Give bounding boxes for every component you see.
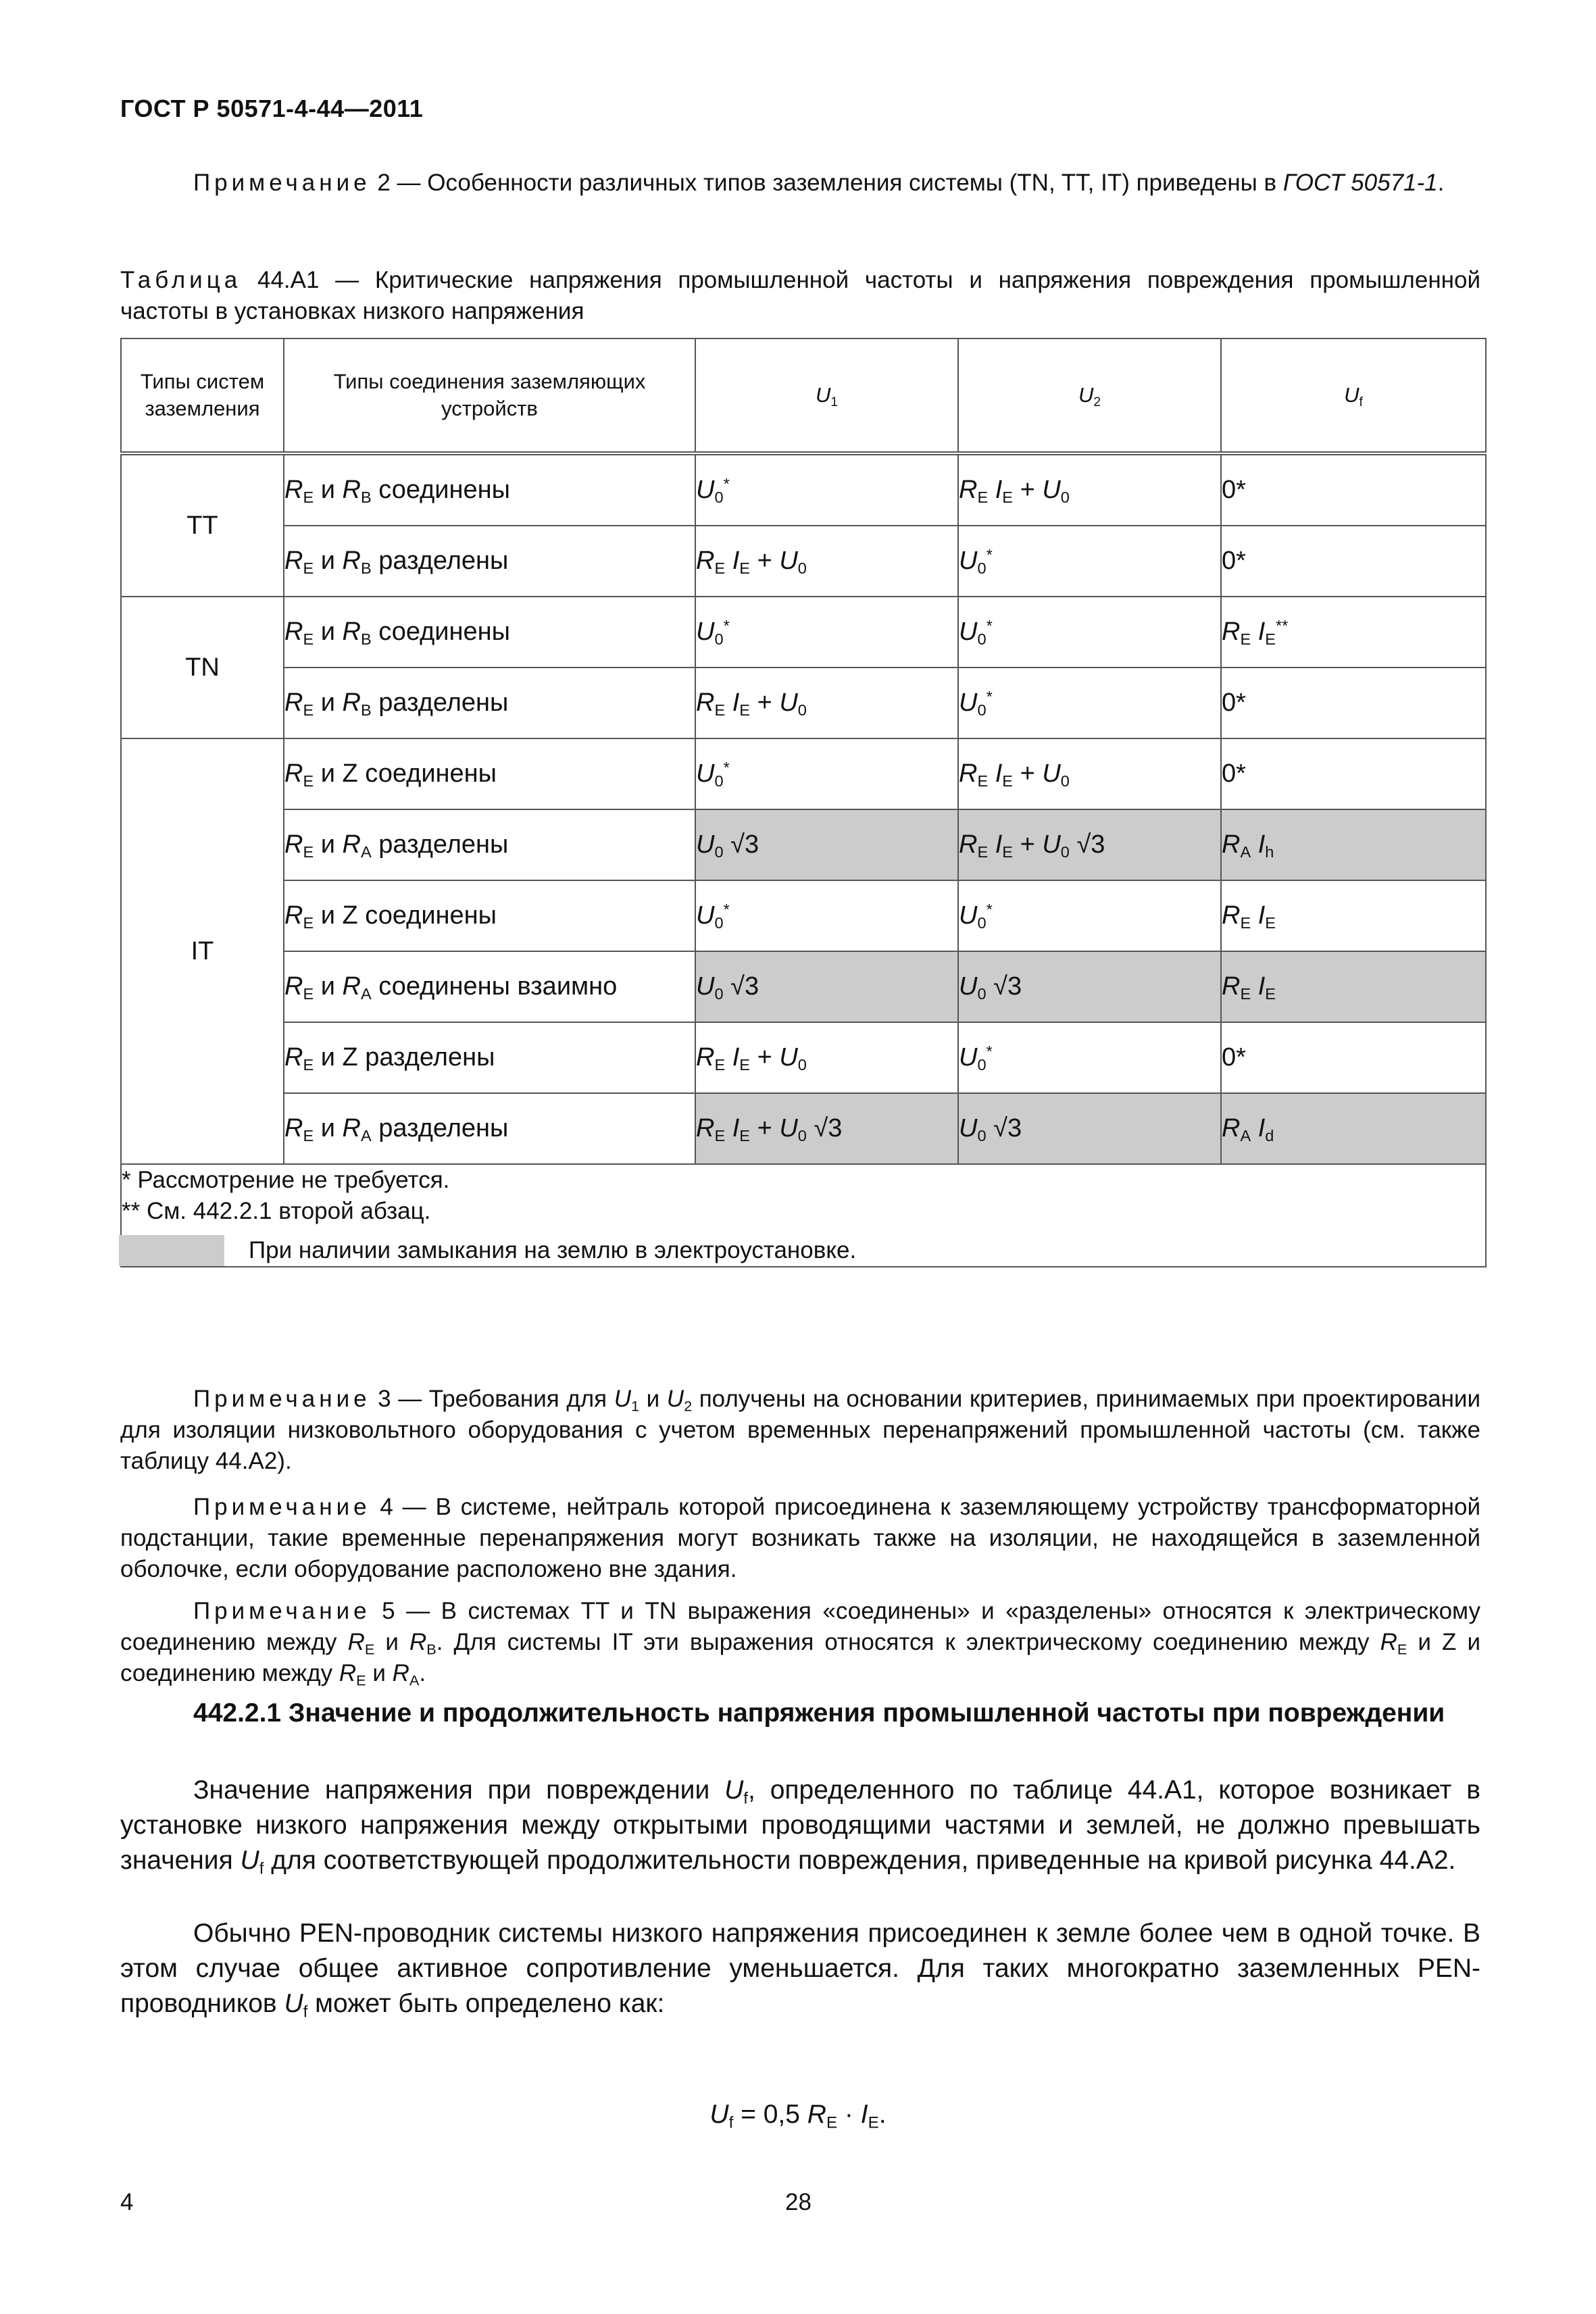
system-tn: TN xyxy=(121,597,284,738)
u1-cell: $U_0$ √3 xyxy=(695,951,958,1022)
connection-cell: $R_E$ и $R_B$ разделены xyxy=(284,668,695,738)
u2-cell: $U_0^*$ xyxy=(958,526,1221,597)
connection-cell: $R_E$ и $R_A$ разделены xyxy=(284,1093,695,1164)
shade-swatch xyxy=(119,1235,224,1266)
u1-cell: $U_0^*$ xyxy=(695,880,958,951)
table-footnotes-row xyxy=(121,1164,1486,1267)
header-earthing-types: Типы систем заземления xyxy=(121,338,284,453)
table-row xyxy=(121,453,1486,526)
note-4: Примечание 4 — В системе, нейтраль которой присоединена к заземляющему устройству трансформаторной подстанции, такие временные перенапряжения могут возникать также на изоляции, не находящейся в заземленной оболочке, если оборудование расположено вне здания. xyxy=(120,1494,1480,1582)
connection-cell: $R_E$ и $R_B$ разделены xyxy=(284,526,695,597)
u2-cell: $U_0^*$ xyxy=(958,668,1221,738)
u2-cell: $U_0$ √3 xyxy=(958,1093,1221,1164)
system-tt: TT xyxy=(121,453,284,597)
table-row xyxy=(121,809,1486,880)
header-u1: $U_1$ xyxy=(695,338,958,453)
header-uf: $U_f$ xyxy=(1221,338,1486,453)
connection-cell: $R_E$ и Z соединены xyxy=(284,880,695,951)
paragraph-1: Значение напряжения при повреждении $U_f$, определенного по таблице 44.A1, которое возникает в установке низкого напряжения между открытыми проводящими частями и землей, не должно превышать значения $U_f$ для соответствующей продолжительности повреждения, приведенные на кривой рисунка 44.A2. xyxy=(120,1776,1481,1878)
table-header-row xyxy=(121,338,1486,453)
u1-cell: $R_E$ $I_E + U_0$ √3 xyxy=(695,1093,958,1164)
legend-row xyxy=(122,1235,1485,1266)
footnote-1: * Рассмотрение не требуется. xyxy=(122,1167,450,1193)
connection-cell: $R_E$ и $R_B$ соединены xyxy=(284,453,695,526)
uf-cell: 0* xyxy=(1221,668,1486,738)
table-row xyxy=(121,1093,1486,1164)
connection-cell: $R_E$ и $R_B$ соединены xyxy=(284,597,695,668)
voltage-table xyxy=(120,338,1487,1267)
connection-cell: $R_E$ и Z соединены xyxy=(284,738,695,809)
table-row xyxy=(121,738,1486,809)
u2-cell: $U_0^*$ xyxy=(958,880,1221,951)
u1-cell: $U_0^*$ xyxy=(695,453,958,526)
page-number-left: 4 xyxy=(120,2189,134,2215)
connection-cell: $R_E$ и Z разделены xyxy=(284,1022,695,1093)
uf-cell: $R_A$ $I_d$ xyxy=(1221,1093,1486,1164)
header-u2: $U_2$ xyxy=(958,338,1221,453)
u2-cell: $R_E$ $I_E + U_0$ √3 xyxy=(958,809,1221,880)
table-row xyxy=(121,597,1486,668)
page-number-center: 28 xyxy=(785,2189,812,2215)
note-3: Примечание 3 — Требования для $U_1$ и $U_2$ получены на основании критериев, принимаемых при проектировании для изоляции низковольтного оборудования с учетом временных перенапряжений промышленной частоты (см. также таблицу 44.A2). xyxy=(120,1386,1480,1474)
uf-cell: 0* xyxy=(1221,738,1486,809)
u1-cell: $U_0$ √3 xyxy=(695,809,958,880)
formula: $U_f = 0,5$ $R_E \cdot I_E$. xyxy=(709,2100,887,2132)
u1-cell: $R_E$ $I_E + U_0$ xyxy=(695,668,958,738)
u1-cell: $R_E$ $I_E + U_0$ xyxy=(695,1022,958,1093)
u1-cell: $U_0^*$ xyxy=(695,738,958,809)
table-row xyxy=(121,880,1486,951)
u1-cell: $R_E$ $I_E + U_0$ xyxy=(695,526,958,597)
uf-cell: $R_E$ $I_E$ xyxy=(1221,951,1486,1022)
connection-cell: $R_E$ и $R_A$ соединены взаимно xyxy=(284,951,695,1022)
table-row xyxy=(121,951,1486,1022)
uf-cell: $R_E$ $I_E$ xyxy=(1221,880,1486,951)
note-2: Примечание 2 — Особенности различных типов заземления системы (TN, TT, IT) приведены в ГОСТ 50571-1. xyxy=(193,170,1445,196)
section-heading: 442.2.1 Значение и продолжительность напряжения промышленной частоты при повреждении xyxy=(193,1699,1445,1728)
u1-cell: $U_0^*$ xyxy=(695,597,958,668)
table-row xyxy=(121,668,1486,738)
uf-cell: 0* xyxy=(1221,526,1486,597)
document-header: ГОСТ Р 50571-4-44—2011 xyxy=(120,95,424,122)
note-5: Примечание 5 — В системах TT и TN выражения «соединены» и «разделены» относятся к электрическому соединению между $R_E$ и $R_B$. Для системы IT эти выражения относятся к электрическому соединению между $R_E$ и Z и соединению между $R_E$ и $R_A$. xyxy=(120,1598,1480,1689)
paragraph-2: Обычно PEN-проводник системы низкого напряжения присоединен к земле более чем в одной точке. В этом случае общее активное сопротивление уменьшается. Для таких многократно заземленных PEN-проводников $U_f$ может быть определено как: xyxy=(120,1919,1480,2021)
table-caption: Таблица 44.A1 — Критические напряжения промышленной частоты и напряжения повреждения промышленной частоты в установках низкого напряжения xyxy=(120,267,1480,324)
footnote-2: ** См. 442.2.1 второй абзац. xyxy=(122,1198,431,1224)
table-row xyxy=(121,526,1486,597)
uf-cell: $R_E$ $I_E^{**}$ xyxy=(1221,597,1486,668)
u2-cell: $U_0$ √3 xyxy=(958,951,1221,1022)
u2-cell: $U_0^*$ xyxy=(958,1022,1221,1093)
connection-cell: $R_E$ и $R_A$ разделены xyxy=(284,809,695,880)
uf-cell: 0* xyxy=(1221,1022,1486,1093)
uf-cell: 0* xyxy=(1221,453,1486,526)
uf-cell: $R_A$ $I_h$ xyxy=(1221,809,1486,880)
header-connection-types: Типы соединения заземляющих устройств xyxy=(284,338,695,453)
legend-text: При наличии замыкания на землю в электроустановке. xyxy=(249,1237,857,1263)
table-footnotes xyxy=(121,1164,1486,1267)
u2-cell: $U_0^*$ xyxy=(958,597,1221,668)
system-it: IT xyxy=(121,738,284,1164)
table-row xyxy=(121,1022,1486,1093)
u2-cell: $R_E$ $I_E + U_0$ xyxy=(958,453,1221,526)
u2-cell: $R_E$ $I_E + U_0$ xyxy=(958,738,1221,809)
